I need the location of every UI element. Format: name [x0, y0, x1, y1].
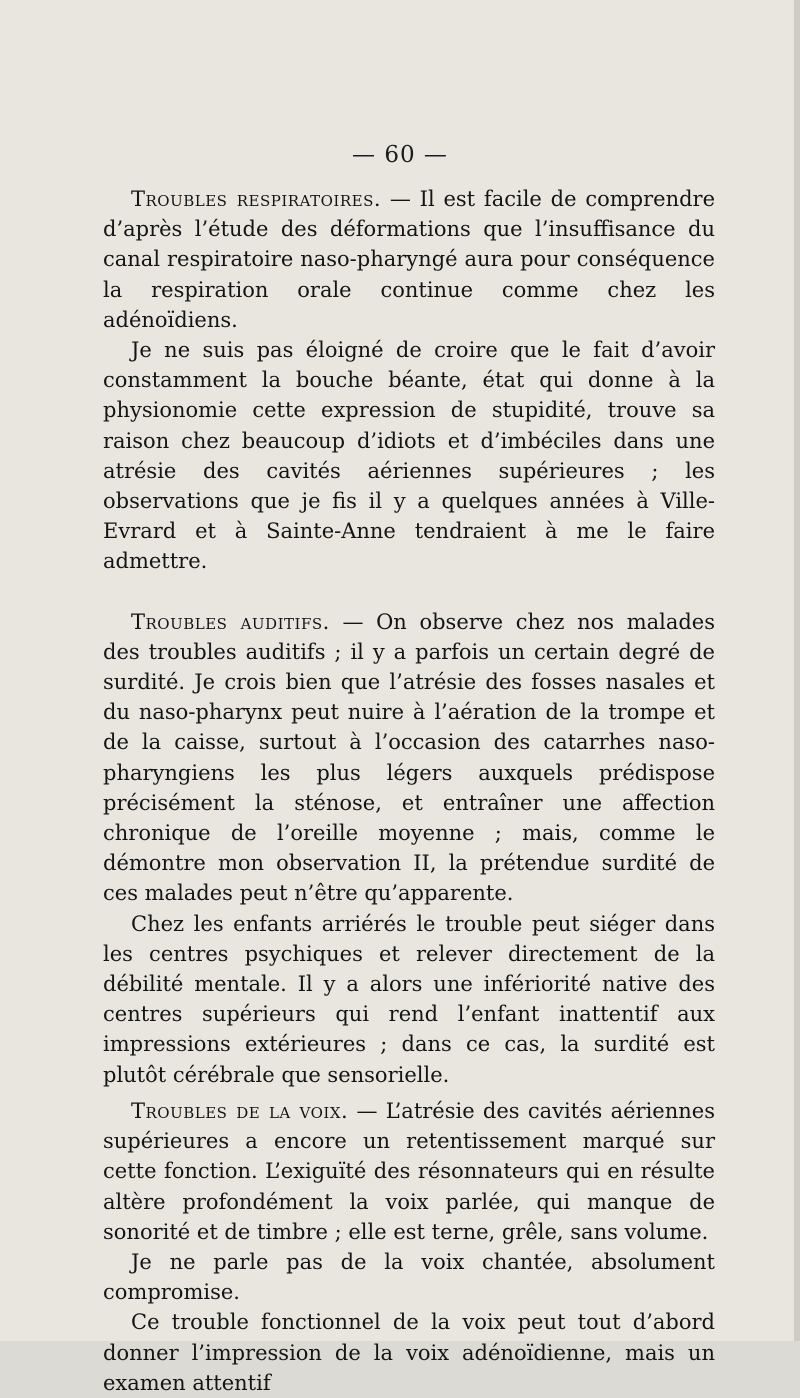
section-heading-voice: Troubles de la voix.	[131, 1098, 349, 1123]
paragraph-auditory-2: Chez les enfants arriérés le trouble peut siéger dans les centres psychiques et relever directement de la débilité mentale. Il y a alors une infériorité native des centres supérieurs qui rend l’enfant inattentif aux impressions extérieures ; dans ce cas, la surdité est plutôt cérébrale que sensorielle.	[103, 911, 715, 1087]
paragraph-voice-intro	[103, 1096, 715, 1247]
section-heading-respiratory: Troubles respiratoires.	[131, 187, 382, 211]
paragraph-voice-3: Ce trouble fonctionnel de la voix peut tout d’abord donner l’impression de la voix adénoïdienne, mais un examen attentif	[103, 1310, 715, 1395]
paragraph-respiratory-intro	[103, 184, 715, 335]
paragraph-text: — Il est facile de comprendre d’après l’étude des déformations que l’insuffisance du canal respiratoire naso-pharyngé aura pour conséquence la respiration orale continue comme chez les adénoïdiens.	[103, 187, 716, 332]
paragraph-auditory-intro	[103, 607, 715, 909]
page-number: — 60 —	[352, 142, 448, 168]
paragraph-text: — L’atrésie des cavités aériennes supérieures a encore un retentissement marqué sur cette fonction. L’exiguïté des résonnateurs qui en résulte altère profondément la voix parlée, qui manque de sonorité et de timbre ; elle est terne, grêle, sans volume.	[103, 1098, 715, 1244]
section-heading-auditory: Troubles auditifs.	[131, 609, 330, 634]
paragraph-text: — On observe chez nos malades des troubles auditifs ; il y a parfois un certain degré de surdité. Je crois bien que l’atrésie des fosses nasales et du naso-pharynx peut nuire à l’aération de la trompe et de la caisse, surtout à l’occasion des catarrhes naso-pharyngiens les plus légers auxquels prédispose précisément la sténose, et entraîner une affection chronique de l’oreille moyenne ; mais, comme le démontre mon observation II, la prétendue surdité de ces malades peut n’être qu’apparente.	[103, 609, 716, 906]
body-text	[103, 184, 715, 1398]
paragraph-respiratory-2: Je ne suis pas éloigné de croire que le fait d’avoir constamment la bouche béante, état qui donne à la physionomie cette expression de stupidité, trouve sa raison chez beaucoup d’idiots et d’imbéciles dans une atrésie des cavités aériennes supérieures ; les observations que je fis il y a quelques années à Ville-Evrard et à Sainte-Anne tendraient à me le faire admettre.	[103, 338, 715, 574]
paragraph-voice-2: Je ne parle pas de la voix chantée, absolument compromise.	[103, 1249, 715, 1305]
section-spacer	[103, 577, 715, 607]
